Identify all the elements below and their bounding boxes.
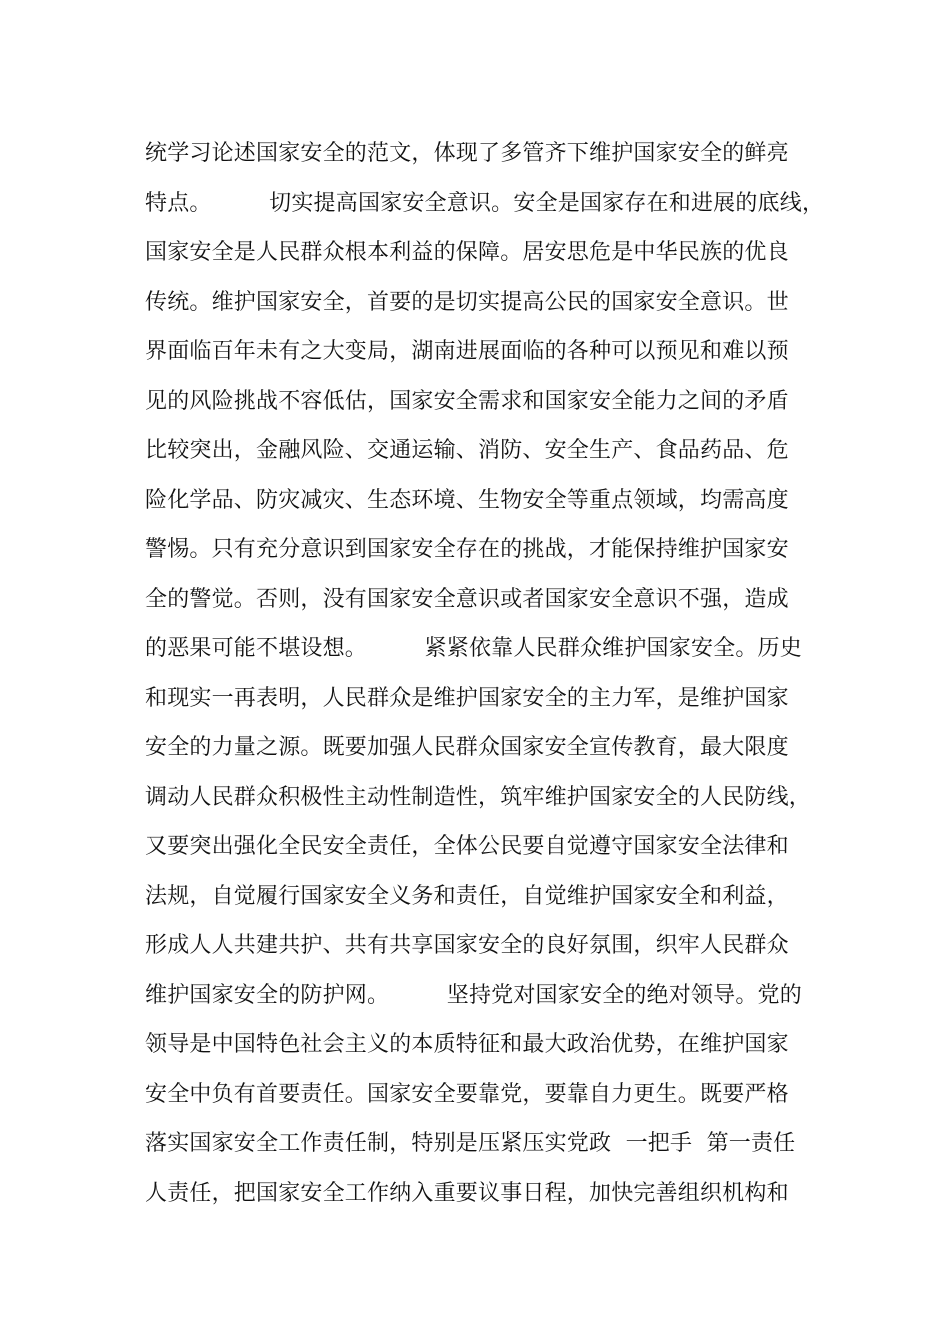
text-line: 领导是中国特色社会主义的本质特征和最大政治优势，在维护国家 [145, 1032, 789, 1057]
text-line: 法规，自觉履行国家安全义务和责任，自觉维护国家安全和利益， [145, 883, 789, 909]
text-line: 维护国家安全的防护网。 坚持党对国家安全的绝对领导。党的 [145, 982, 802, 1008]
text-line: 警惕。只有充分意识到国家安全存在的挑战，才能保持维护国家安 [145, 537, 789, 562]
text-line: 和现实一再表明，人民群众是维护国家安全的主力军，是维护国家 [145, 685, 789, 711]
text-line: 统学习论述国家安全的范文，体现了多管齐下维护国家安全的鲜亮 [145, 141, 789, 166]
text-line: 落实国家安全工作责任制，特别是压紧压实党政 一把手 第一责任 [145, 1131, 796, 1156]
text-line: 安全的力量之源。既要加强人民群众国家安全宣传教育，最大限度 [145, 735, 789, 760]
text-line: 又要突出强化全民安全责任，全体公民要自觉遵守国家安全法律和 [145, 834, 789, 859]
text-line: 比较突出，金融风险、交通运输、消防、安全生产、食品药品、危 [145, 438, 789, 463]
document-body-text [145, 132, 825, 1221]
text-line: 见的风险挑战不容低估，国家安全需求和国家安全能力之间的矛盾 [145, 388, 789, 414]
text-line: 特点。 切实提高国家安全意识。安全是国家存在和进展的底线， [145, 190, 825, 216]
text-line: 界面临百年未有之大变局，湖南进展面临的各种可以预见和难以预 [145, 339, 789, 364]
text-line: 的恶果可能不堪设想。 紧紧依靠人民群众维护国家安全。历史 [145, 636, 802, 661]
text-line: 国家安全是人民群众根本利益的保障。居安思危是中华民族的优良 [145, 240, 789, 265]
text-line: 人责任，把国家安全工作纳入重要议事日程，加快完善组织机构和 [145, 1180, 789, 1206]
text-line: 险化学品、防灾减灾、生态环境、生物安全等重点领域，均需高度 [145, 487, 789, 513]
text-line: 调动人民群众积极性主动性制造性，筑牢维护国家安全的人民防线， [145, 784, 812, 810]
text-line: 安全中负有首要责任。国家安全要靠党，要靠自力更生。既要严格 [145, 1081, 789, 1107]
text-line: 形成人人共建共护、共有共享国家安全的良好氛围，织牢人民群众 [145, 933, 789, 958]
text-line: 全的警觉。否则，没有国家安全意识或者国家安全意识不强，造成 [145, 586, 789, 612]
text-line: 传统。维护国家安全，首要的是切实提高公民的国家安全意识。世 [145, 289, 789, 315]
